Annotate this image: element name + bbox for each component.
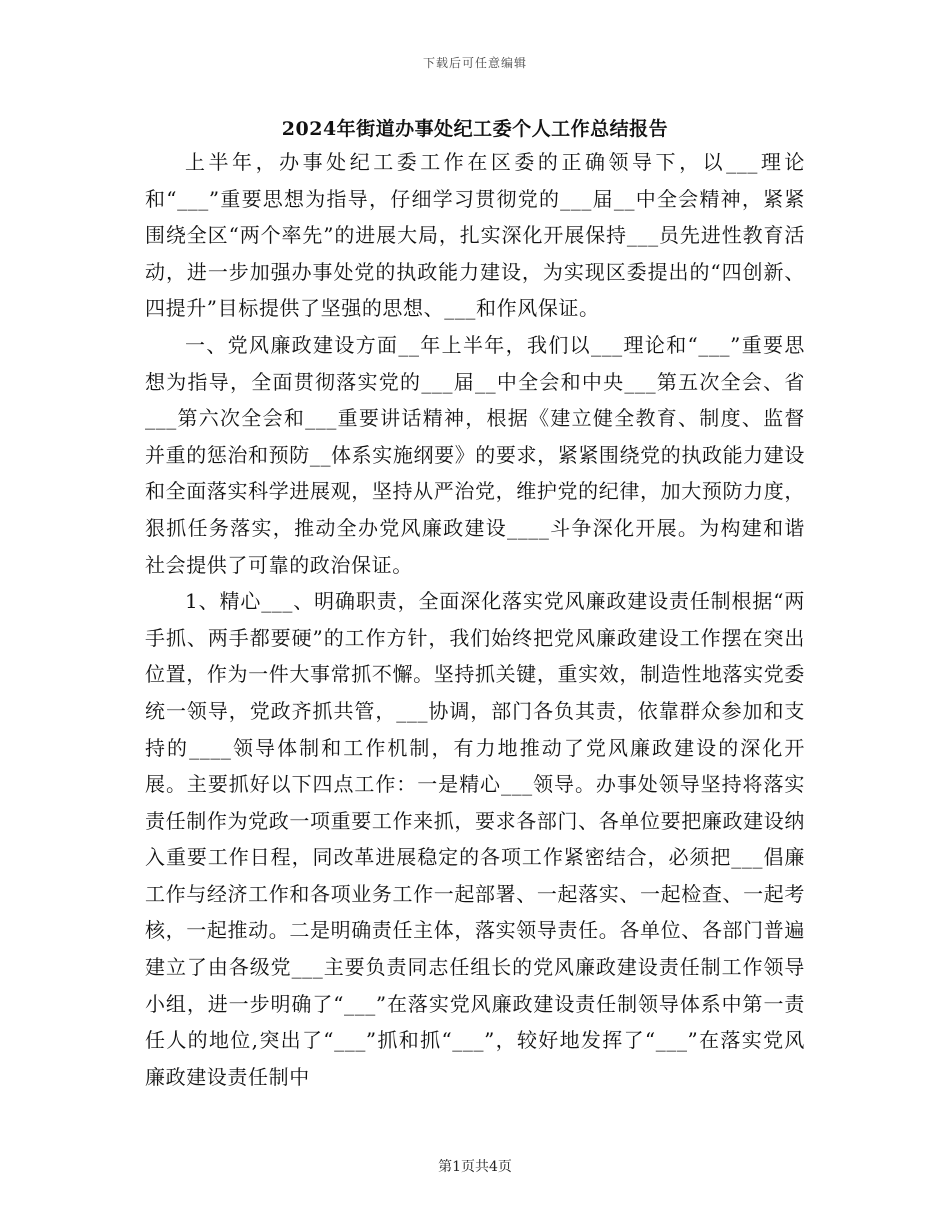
paragraph: 一、党风廉政建设方面__年上半年，我们以___理论和“___”重要思想为指导，全面贯彻落实党的___届__中全会和中央___第五次全会、省___第六次全会和___重要讲话精神，根据《建立健全教育、制度、监督并重的惩治和预防__体系实施纲要》的要求，紧紧围绕党的执政能力建设和全面落实科学进展观，坚持从严治党，维护党的纪律，加大预防力度，狠抓任务落实，推动全办党风廉政建设____斗争深化开展。为构建和谐社会提供了可靠的政治保证。: [145, 332, 805, 577]
paragraph: 上半年，办事处纪工委工作在区委的正确领导下，以___理论和“___”重要思想为指导，仔细学习贯彻党的___届__中全会精神，紧紧围绕全区“两个率先”的进展大局，扎实深化开展保持___员先进性教育活动，进一步加强办事处党的执政能力建设，为实现区委提出的“四创新、四提升”目标提供了坚强的思想、___和作风保证。: [145, 150, 805, 321]
page-number-footer: 第1页共4页: [438, 1159, 512, 1175]
document-title: 2024年街道办事处纪工委个人工作总结报告: [281, 118, 669, 140]
paragraph: 1、精心___、明确职责，全面深化落实党风廉政建设责任制根据“两手抓、两手都要硬”的工作方针，我们始终把党风廉政建设工作摆在突出位置，作为一件大事常抓不懈。坚持抓关键，重实效，制造性地落实党委统一领导，党政齐抓共管，___协调，部门各负其责，依靠群众参加和支持的____领导体制和工作机制，有力地推动了党风廉政建设的深化开展。主要抓好以下四点工作：一是精心___领导。办事处领导坚持将落实责任制作为党政一项重要工作来抓，要求各部门、各单位要把廉政建设纳入重要工作日程，同改革进展稳定的各项工作紧密结合，必须把___倡廉工作与经济工作和各项业务工作一起部署、一起落实、一起检查、一起考核，一起推动。二是明确责任主体，落实领导责任。各单位、各部门普遍建立了由各级党___主要负责同志任组长的党风廉政建设责任制工作领导小组，进一步明确了“___”在落实党风廉政建设责任制领导体系中第一责任人的地位,突出了“___”抓和抓“___”，较好地发挥了“___”在落实党风廉政建设责任制中: [145, 589, 805, 1089]
document-body: [145, 144, 805, 1095]
header-note: 下载后可任意编辑: [422, 56, 527, 70]
